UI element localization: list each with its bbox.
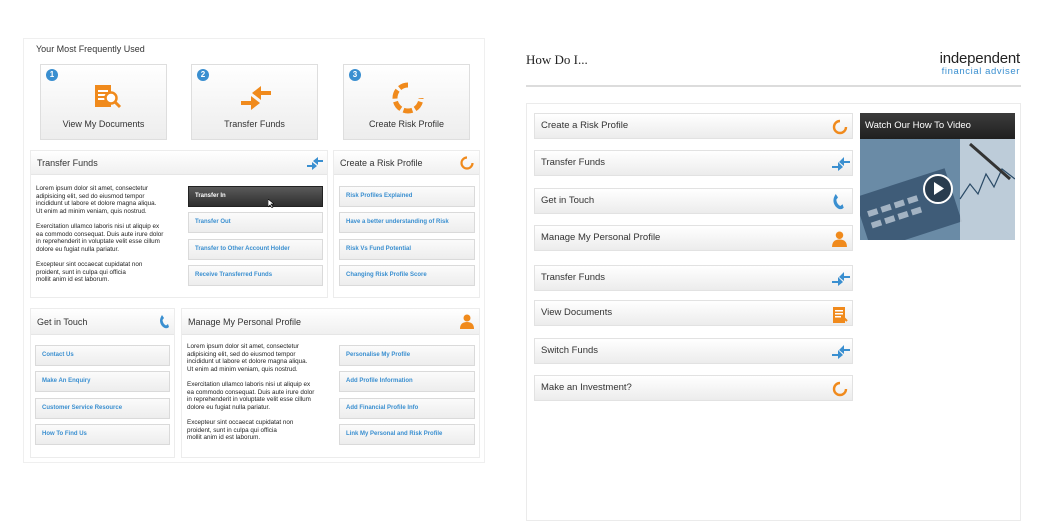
link-personalise-profile[interactable]: Personalise My Profile — [339, 345, 475, 366]
panel-title: Manage My Personal Profile — [188, 317, 302, 327]
link-changing-risk-score[interactable]: Changing Risk Profile Score — [339, 265, 475, 286]
how-item-create-risk-profile[interactable] — [534, 113, 853, 139]
panel-header — [334, 151, 479, 175]
link-add-profile-info[interactable]: Add Profile Information — [339, 371, 475, 392]
quick-action-number: 2 — [197, 69, 209, 81]
link-transfer-out[interactable]: Transfer Out — [188, 212, 323, 233]
person-icon — [832, 231, 848, 247]
panel-title: Get in Touch — [37, 317, 88, 327]
how-item-label: Switch Funds — [541, 345, 599, 356]
quick-action-label: View My Documents — [62, 119, 145, 129]
link-contact-us[interactable]: Contact Us — [35, 345, 170, 366]
risk-circle-icon — [460, 156, 474, 170]
video-widget[interactable] — [860, 113, 1015, 240]
how-item-label: Transfer Funds — [541, 157, 606, 168]
quick-action-number: 1 — [46, 69, 58, 81]
page-title: How Do I... — [526, 52, 588, 67]
transfer-description: Lorem ipsum dolor sit amet, consectetur adipisicing elit, sed do eiusmod tempor incididunt ut labore et dolore magna aliqua. Ut enim ad minim veniam, quis nostrud. Exercitation ullamco laboris nisi ut aliquip ex ea commodo consequat. Duis aute irure dolor in reprehenderit in voluptate velit esse cillum dolore eu fugiat nulla pariatur. Excepteur sint occaecat cupidatat non proident, sunt in culpa qui officia mollit anim id est laborum. — [36, 185, 164, 284]
transfer-arrows-icon — [307, 156, 323, 170]
transfer-arrows-icon — [832, 344, 848, 360]
quick-action-number: 3 — [349, 69, 361, 81]
link-how-to-find-us[interactable]: How To Find Us — [35, 424, 170, 445]
how-item-label: Transfer Funds — [541, 272, 606, 283]
panel-header — [31, 309, 174, 335]
phone-icon — [832, 194, 848, 210]
how-item-make-investment[interactable] — [534, 375, 853, 401]
how-item-view-documents[interactable] — [534, 300, 853, 326]
how-item-switch-funds[interactable] — [534, 338, 853, 364]
transfer-arrows-icon — [832, 156, 848, 172]
quick-action-view-documents[interactable] — [40, 64, 167, 140]
link-transfer-other-holder[interactable]: Transfer to Other Account Holder — [188, 239, 323, 260]
risk-circle-icon — [832, 119, 848, 135]
quick-action-label: Create Risk Profile — [368, 119, 445, 129]
link-customer-service[interactable]: Customer Service Resource — [35, 398, 170, 419]
link-make-enquiry[interactable]: Make An Enquiry — [35, 371, 170, 392]
document-search-icon — [88, 81, 122, 115]
manage-profile-panel — [181, 308, 480, 458]
person-icon — [460, 314, 474, 329]
section-title: Your Most Frequently Used — [36, 44, 145, 54]
transfer-arrows-icon — [239, 81, 273, 115]
link-receive-transferred[interactable]: Receive Transferred Funds — [188, 265, 323, 286]
how-item-label: Manage My Personal Profile — [541, 232, 661, 243]
profile-description: Lorem ipsum dolor sit amet, consectetur adipisicing elit, sed do eiusmod tempor incididunt ut labore et dolore magna aliqua. Ut enim ad minim veniam, quis nostrud. Exercitation ullamco laboris nisi ut aliquip ex ea commodo consequat. Duis aute irure dolor in reprehenderit in voluptate velit esse cillum dolore eu fugiat nulla pariatur. Excepteur sint occaecat cupidatat non proident, sunt in culpa qui officia mollit anim id est laborum. — [187, 343, 315, 442]
how-item-transfer-funds[interactable] — [534, 150, 853, 176]
brand-logo — [900, 51, 1020, 77]
panel-title: Transfer Funds — [37, 158, 98, 168]
how-item-label: View Documents — [541, 307, 613, 318]
get-in-touch-panel — [30, 308, 175, 458]
phone-icon — [159, 315, 169, 329]
link-personal-risk-profile[interactable]: Link My Personal and Risk Profile — [339, 424, 475, 445]
link-understanding-risk[interactable]: Have a better understanding of Risk — [339, 212, 475, 233]
risk-circle-icon — [832, 381, 848, 397]
video-title-bar — [860, 113, 1015, 139]
quick-action-transfer-funds[interactable] — [191, 64, 318, 140]
link-risk-vs-fund[interactable]: Risk Vs Fund Potential — [339, 239, 475, 260]
header-divider — [526, 85, 1021, 87]
video-title: Watch Our How To Video — [865, 120, 971, 131]
transfer-arrows-icon — [832, 271, 848, 287]
play-icon[interactable] — [923, 174, 953, 204]
panel-title: Create a Risk Profile — [340, 158, 423, 168]
how-item-manage-profile[interactable] — [534, 225, 853, 251]
quick-action-label: Transfer Funds — [224, 119, 285, 129]
panel-header — [31, 151, 327, 175]
brand-name: independent — [939, 50, 1020, 67]
link-transfer-in[interactable]: Transfer In — [188, 186, 323, 207]
cursor-icon — [268, 199, 274, 208]
transfer-funds-panel — [30, 150, 328, 298]
document-icon — [832, 306, 848, 322]
how-item-label: Make an Investment? — [541, 382, 632, 393]
brand-tagline: financial adviser — [941, 66, 1020, 77]
risk-profile-panel — [333, 150, 480, 298]
risk-circle-icon — [391, 81, 425, 115]
how-item-transfer-funds-2[interactable] — [534, 265, 853, 291]
link-risk-profiles-explained[interactable]: Risk Profiles Explained — [339, 186, 475, 207]
link-add-financial-info[interactable]: Add Financial Profile Info — [339, 398, 475, 419]
how-item-label: Create a Risk Profile — [541, 120, 629, 131]
panel-header — [182, 309, 479, 335]
how-item-get-in-touch[interactable] — [534, 188, 853, 214]
how-item-label: Get in Touch — [541, 195, 595, 206]
quick-action-create-risk-profile[interactable] — [343, 64, 470, 140]
